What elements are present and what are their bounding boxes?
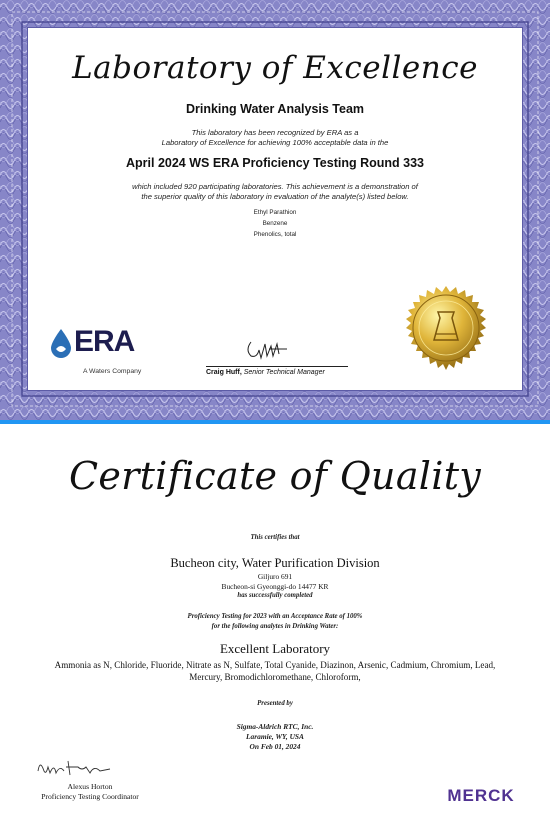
presented-date: On Feb 01, 2024 bbox=[249, 742, 301, 751]
intro-line-1: This laboratory has been recognized by ERA as a bbox=[191, 128, 359, 137]
signer-name: Alexus Horton bbox=[67, 782, 113, 791]
presenter-city: Laramie, WY, USA bbox=[246, 732, 304, 741]
round-title: April 2024 WS ERA Proficiency Testing Round 333 bbox=[126, 156, 424, 170]
signature bbox=[34, 757, 114, 779]
team-name: Drinking Water Analysis Team bbox=[185, 102, 365, 116]
analyte-item: Benzene bbox=[262, 220, 288, 227]
laboratory-title: Excellent Laboratory bbox=[219, 641, 331, 656]
certificate-title: Laboratory of Excellence bbox=[72, 50, 478, 86]
drop-icon bbox=[48, 328, 74, 358]
detail-line-2: the superior quality of this laboratory in evaluation of the analyte(s) listed below. bbox=[141, 192, 409, 201]
gold-seal-icon bbox=[396, 278, 496, 378]
analyte-item: Ethyl Parathion bbox=[253, 209, 297, 216]
merck-logo bbox=[436, 786, 526, 804]
analyte-item: Phenolics, total bbox=[253, 231, 297, 238]
detail-line-1: which included 920 participating laboratories. This achievement is a demonstration of bbox=[132, 182, 418, 191]
certifies-line: This certifies that bbox=[250, 534, 300, 541]
pt-line-2: for the following analytes in Drinking Water: bbox=[211, 623, 339, 630]
signer-name: Craig Huff, bbox=[206, 369, 242, 376]
certificate-body bbox=[28, 28, 522, 390]
presented-by: Presented by bbox=[257, 700, 293, 707]
signer bbox=[206, 369, 358, 376]
completed-line: has successfully completed bbox=[237, 592, 313, 599]
signature-line bbox=[206, 366, 348, 367]
intro-line-2: Laboratory of Excellence for achieving 100% acceptable data in the bbox=[161, 138, 389, 147]
analytes-line-1: Ammonia as N, Chloride, Fluoride, Nitrate as N, Sulfate, Total Cyanide, Diazinon, Arsenic, Cadmium, Chromium, Lead, bbox=[54, 660, 496, 670]
analytes-line-2: Mercury, Bromodichloromethane, Chloroform, bbox=[189, 672, 361, 682]
quality-certificate bbox=[0, 424, 550, 831]
address-line-2: Bucheon-si Gyeonggi-do 14477 KR bbox=[221, 582, 329, 591]
logo-tagline: A Waters Company bbox=[83, 368, 142, 375]
presenter-name: Sigma-Aldrich RTC, Inc. bbox=[236, 722, 314, 731]
organization-name: Bucheon city, Water Purification Division bbox=[170, 556, 380, 570]
signer-title: Proficiency Testing Coordinator bbox=[41, 792, 139, 801]
signer-title: Senior Technical Manager bbox=[243, 369, 325, 376]
era-logo-text: ERA bbox=[74, 325, 135, 358]
address-line-1: Giljuro 691 bbox=[257, 572, 293, 581]
merck-logo-text: MERCK bbox=[447, 786, 515, 804]
certificate-title: Certificate of Quality bbox=[68, 454, 482, 498]
analytes-list bbox=[12, 659, 538, 683]
signature bbox=[243, 336, 293, 362]
pt-line-1: Proficiency Testing for 2023 with an Acceptance Rate of 100% bbox=[187, 613, 363, 620]
